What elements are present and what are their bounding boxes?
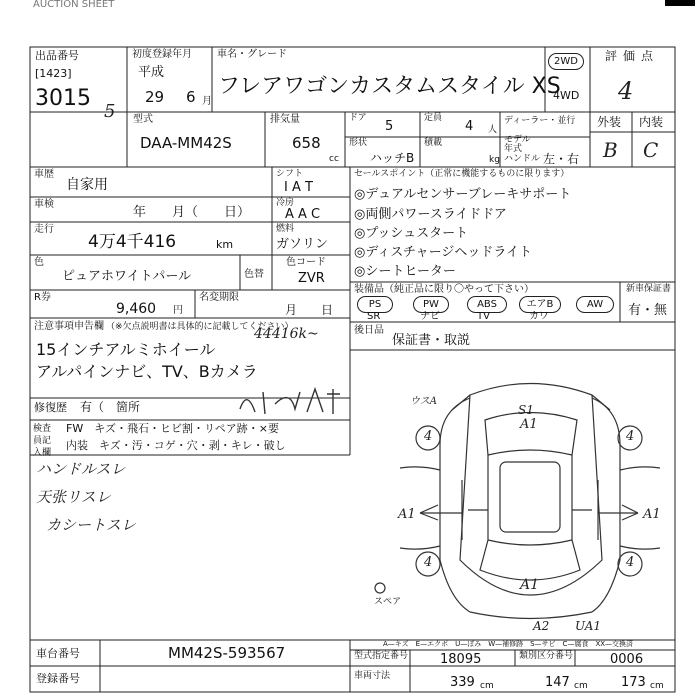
equip-tv: TV [477, 311, 490, 322]
weight-unit: kg [489, 155, 500, 165]
equip-airbag: エアB [519, 296, 561, 313]
mileage-unit: km [216, 238, 234, 251]
equip-pw: PW [413, 296, 449, 313]
width-unit: cm [574, 681, 588, 691]
handle-label: ハンドル [504, 154, 541, 164]
selling-label: セールスポイント（正常に機能するものに限ります） [354, 169, 570, 179]
hand-note: 天张リスレ [36, 488, 111, 506]
equip-sr: SR [367, 311, 381, 322]
mark: UA1 [575, 619, 602, 633]
fuel-label: 燃料 [276, 224, 295, 234]
capacity-value: 4 [465, 119, 474, 134]
hand-note: ハンドルスレ [36, 460, 126, 478]
chassis-value: MM42S-593567 [168, 644, 286, 662]
grade-label: 評価点 [605, 49, 660, 63]
notes-label: 注意事項申告欄 [34, 321, 104, 332]
model-name: フレアワゴンカスタムスタイル XS [218, 74, 561, 99]
legend: A—キズ E—エクボ U—ぼみ W—補修跡 S—サビ C—腐食 XX—交換済 [383, 640, 634, 648]
recycle-unit: 円 [173, 305, 183, 316]
equip-abs: ABS [467, 296, 507, 313]
mark: A1 [520, 577, 540, 593]
selling-item: ◎両側パワースライドドア [354, 207, 507, 222]
lot-sub: [1423] [35, 67, 72, 80]
equip-leather: カワ [529, 311, 549, 322]
weight-label: 積載 [424, 138, 443, 148]
selling-item: ◎ディスチャージヘッドライト [354, 245, 533, 260]
color-change-label: 色替 [244, 269, 264, 280]
mark: ウスA [410, 396, 437, 407]
spec-value: 18095 [440, 652, 482, 667]
inspector-interior: 内装 キズ・汚・コゲ・穴・剥・キレ・破し [66, 439, 286, 452]
equip-navi: ナビ [420, 311, 440, 322]
recycle-label: R券 [34, 292, 51, 303]
top-text: AUCTION SHEET [33, 0, 115, 10]
drive-2wd: 2WD [548, 53, 584, 70]
lot-number: 3015 [35, 86, 91, 111]
disp-value: 658 [292, 134, 321, 152]
doors-value: 5 [385, 119, 394, 134]
warranty-label: 新車保証書 [626, 284, 672, 294]
dealer-label: ディーラー・並行 [504, 116, 576, 126]
height-unit: cm [650, 681, 664, 691]
color-code: ZVR [298, 271, 325, 286]
inspector-signature [235, 384, 345, 418]
disp-label: 排気量 [270, 114, 300, 125]
color-label: 色 [34, 257, 44, 268]
mark: A1 [398, 507, 416, 522]
lot-note: 5 [104, 101, 116, 122]
notes-line: アルパインナビ、TV、Bカメラ [36, 362, 258, 381]
accessories-label: 後日品 [354, 325, 384, 336]
type-value: DAA-MM42S [140, 134, 232, 152]
repair-label: 修復歴 [34, 401, 67, 414]
color-code-label: 色コード [286, 257, 326, 268]
grade-ext-label: 外装 [597, 115, 622, 129]
chassis-label: 車台番号 [36, 647, 80, 660]
length-unit: cm [480, 681, 494, 691]
accessories-value: 保証書・取説 [392, 333, 471, 348]
lot-label: 出品番号 [35, 49, 79, 62]
drive-4wd: 4WD [553, 89, 580, 102]
disp-unit: cc [329, 154, 339, 164]
warranty-value: 有・無 [628, 303, 668, 318]
shift-label: シフト [276, 169, 304, 179]
mark: A1 [520, 417, 538, 432]
notes-line: 15インチアルミホイール [36, 340, 216, 359]
selling-item: ◎プッシュスタート [354, 226, 469, 241]
inspector-label: 検査員記入欄 [33, 424, 52, 458]
deadline-value: 月 日 [285, 303, 334, 317]
class-value: 0006 [610, 652, 644, 667]
mark: 4 [424, 429, 433, 444]
reg-era: 平成 [138, 65, 165, 80]
capacity-unit: 人 [488, 125, 498, 135]
fuel-value: ガソリン [276, 237, 329, 252]
car-diagram [375, 384, 660, 619]
aircon-value: A A C [285, 207, 321, 222]
type-label: 型式 [133, 114, 153, 125]
mileage-label: 走行 [34, 224, 54, 235]
reg-label: 初度登録年月 [132, 49, 192, 60]
repair-value: 有（ 箇所 [80, 400, 141, 414]
grade-ext: B [603, 138, 618, 162]
aircon-label: 冷房 [276, 198, 295, 208]
length-label: 車両寸法 [354, 671, 391, 681]
reg-month-unit: 月 [202, 96, 212, 107]
equip-label: 装備品（純正品に限り〇やって下さい） [354, 284, 534, 295]
deadline-label: 名変期限 [199, 292, 239, 303]
equip-aw: AW [576, 296, 614, 313]
mileage-value: 4万4千416 [88, 232, 177, 252]
shift-value: I A T [284, 180, 313, 195]
shape-value: ハッチB [370, 151, 415, 165]
class-label: 類別区分番号 [519, 651, 574, 661]
length-value: 339 [450, 675, 475, 690]
shaken-value: 年 月（ 日） [133, 205, 251, 220]
regnum-label: 登録番号 [36, 672, 80, 685]
selling-item: ◎デュアルセンサーブレーキサポート [354, 187, 572, 202]
reg-month: 6 [186, 88, 196, 106]
spec-label: 型式指定番号 [354, 651, 409, 661]
mark: 4 [424, 555, 433, 570]
corner-mark [665, 0, 695, 6]
model-label: 車名・グレード [217, 49, 287, 60]
mark: 4 [626, 555, 635, 570]
capacity-label: 定員 [424, 113, 443, 123]
equip-ps: PS [357, 296, 393, 313]
usage-label: 車歴 [34, 169, 54, 180]
mark: A2 [533, 619, 550, 633]
mark: A1 [643, 507, 661, 522]
doors-label: ドア [349, 113, 367, 123]
mark: 4 [626, 429, 635, 444]
shaken-label: 車検 [34, 199, 54, 210]
width-value: 147 [545, 675, 570, 690]
grade-value: 4 [618, 77, 634, 105]
shape-label: 形状 [349, 138, 368, 148]
color-value: ピュアホワイトパール [62, 269, 192, 284]
reg-year: 29 [145, 88, 165, 106]
hand-note: カシートスレ [46, 516, 136, 534]
grade-int: C [643, 138, 659, 162]
notes-hand: 44416k~ [254, 326, 319, 342]
recycle-value: 9,460 [116, 301, 157, 317]
handle-value: 左・右 [543, 152, 580, 166]
spare-label: スペア [374, 597, 402, 607]
selling-item: ◎シートヒーター [354, 264, 456, 279]
mark: S1 [518, 403, 534, 417]
inspector-fw: FW キズ・飛石・ヒビ割・リペア跡・×要 [66, 422, 279, 435]
usage-value: 自家用 [66, 177, 108, 193]
height-value: 173 [621, 675, 646, 690]
grade-int-label: 内装 [639, 115, 664, 129]
notes-sub: （※欠点説明書は具体的に記載してください） [106, 322, 294, 332]
modelyear-label: モデル年式 [504, 135, 531, 154]
